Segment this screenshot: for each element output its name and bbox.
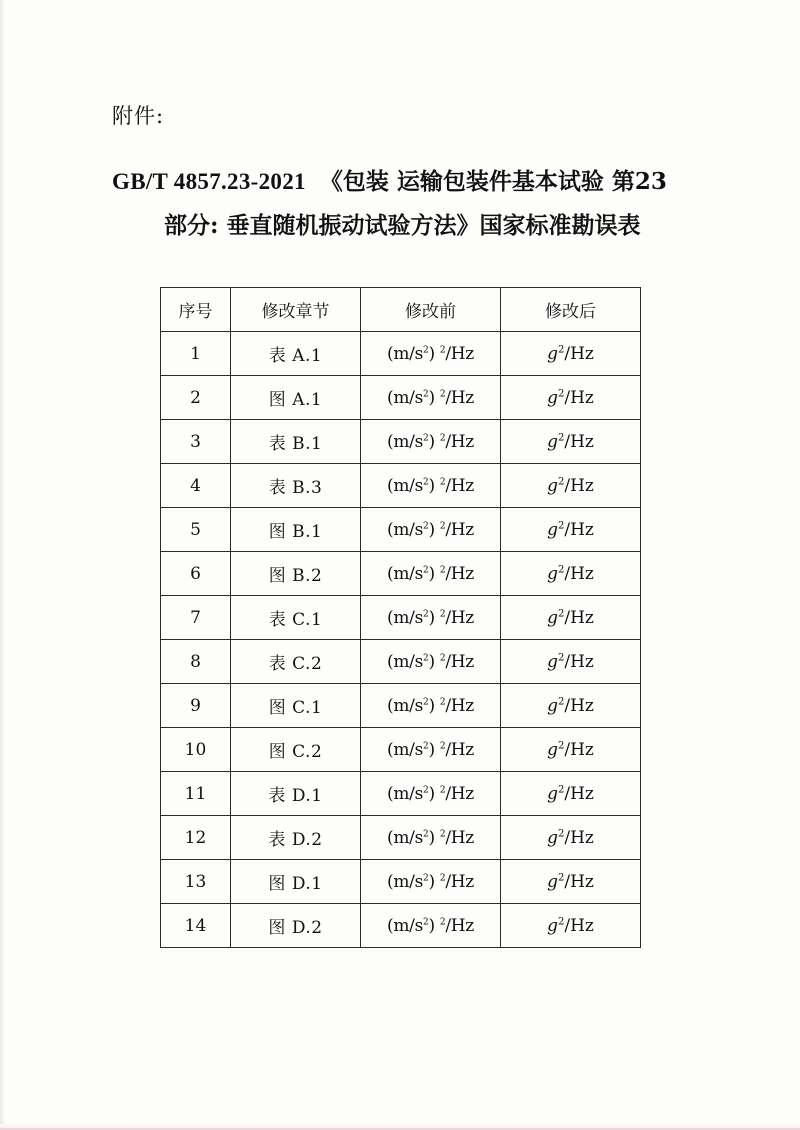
cell-no: 14 xyxy=(161,904,231,948)
cell-before: $(m/s^2)$ $^2$/Hz xyxy=(361,508,501,552)
cell-no: 12 xyxy=(161,816,231,860)
table-row xyxy=(161,904,641,948)
cell-after: $g^2/Hz$ xyxy=(501,684,641,728)
column-header-no: 序号 xyxy=(161,288,231,332)
table-row xyxy=(161,860,641,904)
cell-before: $(m/s^2)$ $^2$/Hz xyxy=(361,332,501,376)
cell-after: $g^2/Hz$ xyxy=(501,376,641,420)
cell-before: $(m/s^2)$ $^2$/Hz xyxy=(361,552,501,596)
cell-section: 图 C.2 xyxy=(231,728,361,772)
page-title-line2: 部分: 垂直随机振动试验方法》国家标准勘误表 xyxy=(164,212,641,239)
cell-before: $(m/s^2)$ $^2$/Hz xyxy=(361,860,501,904)
table-row xyxy=(161,596,641,640)
table-row xyxy=(161,508,641,552)
cell-before: $(m/s^2)$ $^2$/Hz xyxy=(361,464,501,508)
cell-no: 2 xyxy=(161,376,231,420)
cell-before: $(m/s^2)$ $^2$/Hz xyxy=(361,420,501,464)
column-header-before: 修改前 xyxy=(361,288,501,332)
cell-section: 表 D.2 xyxy=(231,816,361,860)
cell-section: 图 B.1 xyxy=(231,508,361,552)
cell-after: $g^2/Hz$ xyxy=(501,332,641,376)
cell-before: $(m/s^2)$ $^2$/Hz xyxy=(361,816,501,860)
cell-after: $g^2/Hz$ xyxy=(501,420,641,464)
table-row xyxy=(161,464,641,508)
table-row xyxy=(161,420,641,464)
cell-section: 表 B.3 xyxy=(231,464,361,508)
page-edge-shadow xyxy=(0,0,5,1130)
page-title xyxy=(112,160,712,248)
cell-no: 1 xyxy=(161,332,231,376)
page-title-standard-number: GB/T 4857.23-2021 xyxy=(112,169,306,194)
cell-no: 10 xyxy=(161,728,231,772)
cell-no: 5 xyxy=(161,508,231,552)
column-header-after: 修改后 xyxy=(501,288,641,332)
cell-after: $g^2/Hz$ xyxy=(501,640,641,684)
table-row xyxy=(161,728,641,772)
table-row xyxy=(161,684,641,728)
cell-after: $g^2/Hz$ xyxy=(501,552,641,596)
cell-section: 图 B.2 xyxy=(231,552,361,596)
cell-before: $(m/s^2)$ $^2$/Hz xyxy=(361,640,501,684)
cell-before: $(m/s^2)$ $^2$/Hz xyxy=(361,904,501,948)
cell-after: $g^2/Hz$ xyxy=(501,596,641,640)
table-row xyxy=(161,640,641,684)
cell-after: $g^2/Hz$ xyxy=(501,860,641,904)
table-header-row xyxy=(161,288,641,332)
cell-after: $g^2/Hz$ xyxy=(501,728,641,772)
cell-after: $g^2/Hz$ xyxy=(501,816,641,860)
cell-section: 图 A.1 xyxy=(231,376,361,420)
cell-no: 6 xyxy=(161,552,231,596)
cell-before: $(m/s^2)$ $^2$/Hz xyxy=(361,684,501,728)
cell-section: 图 C.1 xyxy=(231,684,361,728)
column-header-section: 修改章节 xyxy=(231,288,361,332)
attachment-label: 附件: xyxy=(112,104,165,128)
cell-after: $g^2/Hz$ xyxy=(501,508,641,552)
table-row xyxy=(161,552,641,596)
table-row xyxy=(161,772,641,816)
cell-no: 13 xyxy=(161,860,231,904)
cell-section: 表 C.1 xyxy=(231,596,361,640)
cell-after: $g^2/Hz$ xyxy=(501,464,641,508)
table-row xyxy=(161,816,641,860)
cell-before: $(m/s^2)$ $^2$/Hz xyxy=(361,772,501,816)
cell-no: 7 xyxy=(161,596,231,640)
errata-table xyxy=(160,287,641,948)
cell-no: 4 xyxy=(161,464,231,508)
cell-section: 表 B.1 xyxy=(231,420,361,464)
cell-section: 表 C.2 xyxy=(231,640,361,684)
cell-section: 图 D.2 xyxy=(231,904,361,948)
table-row xyxy=(161,332,641,376)
cell-no: 11 xyxy=(161,772,231,816)
cell-section: 表 D.1 xyxy=(231,772,361,816)
cell-no: 3 xyxy=(161,420,231,464)
page-title-line1: 《包装 运输包装件基本试验 第23 xyxy=(319,168,667,195)
cell-before: $(m/s^2)$ $^2$/Hz xyxy=(361,728,501,772)
cell-section: 表 A.1 xyxy=(231,332,361,376)
cell-before: $(m/s^2)$ $^2$/Hz xyxy=(361,376,501,420)
cell-before: $(m/s^2)$ $^2$/Hz xyxy=(361,596,501,640)
cell-section: 图 D.1 xyxy=(231,860,361,904)
table-row xyxy=(161,376,641,420)
cell-after: $g^2/Hz$ xyxy=(501,904,641,948)
cell-no: 9 xyxy=(161,684,231,728)
cell-after: $g^2/Hz$ xyxy=(501,772,641,816)
cell-no: 8 xyxy=(161,640,231,684)
